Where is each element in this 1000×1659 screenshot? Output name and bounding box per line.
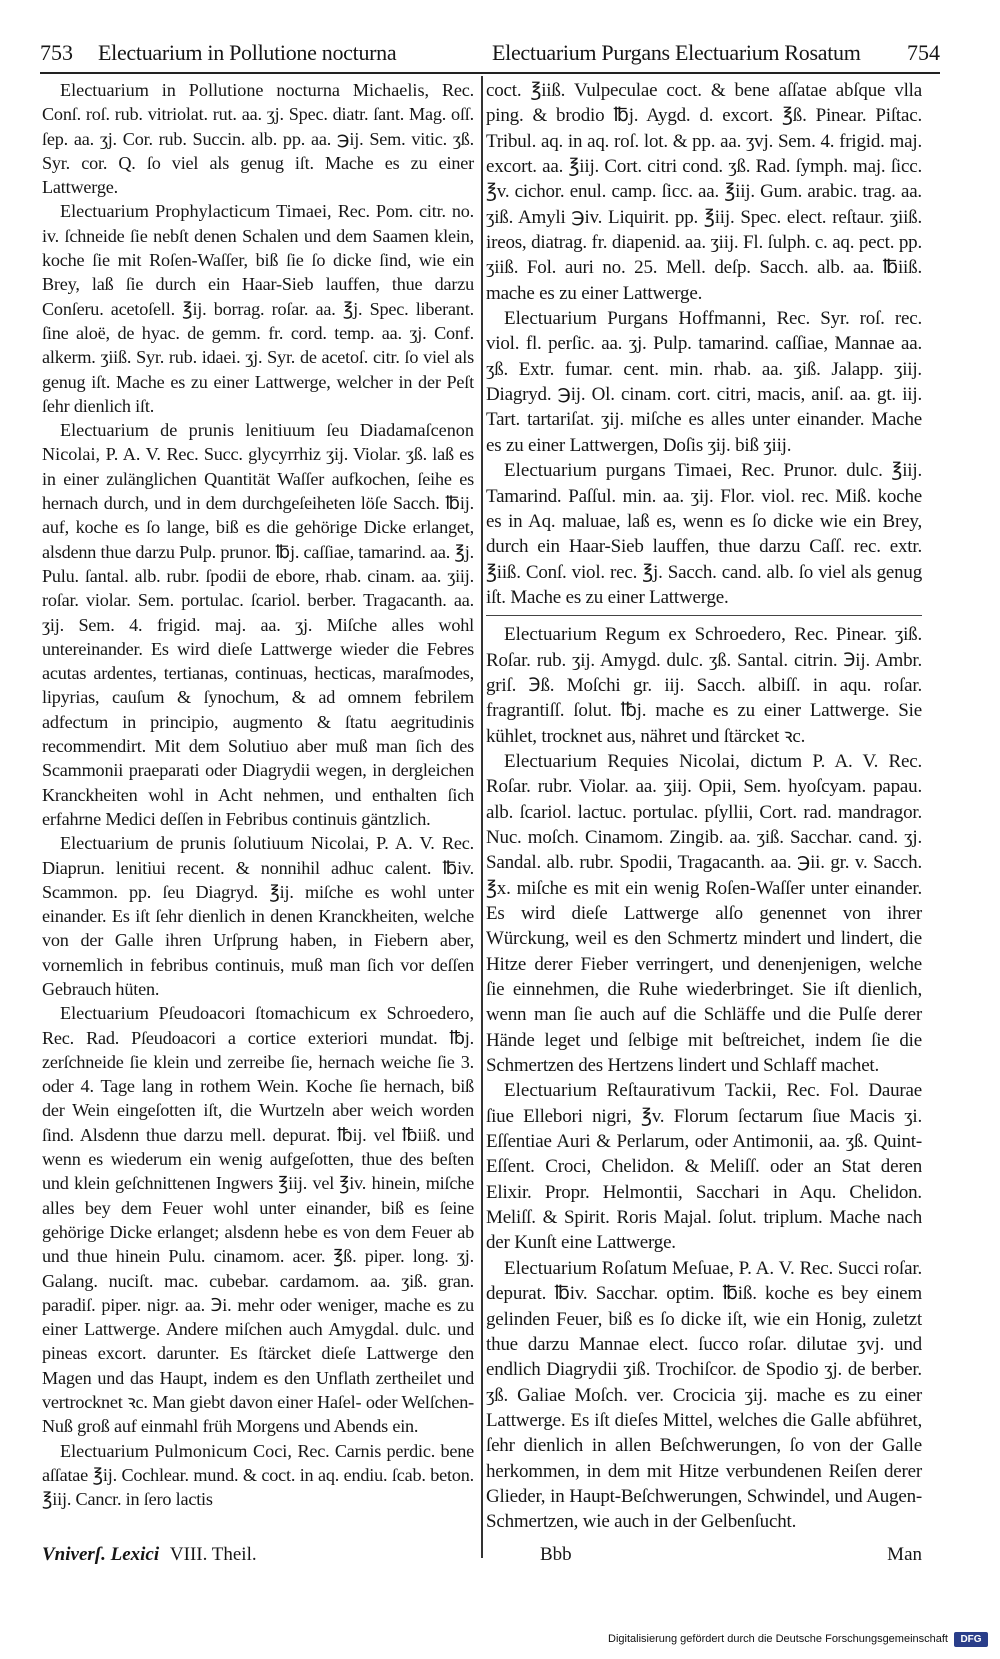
entry-body: Rec. Succ. glycyrrhiz ʒij. Violar. ʒß. laß es in einer zulänglichen Quantität Waſſer aufkochen, ſeihe es hernach durch, und in dem durchgeſeiheten löſe Sacch. ℔ij. auf, koche es ſo lange, biß es die gehörige Dicke erlanget, alsdenn thue darzu Pulp. prunor. ℔j. caſſiae, tamarind. aa. ℥j. Pulu. ſantal. alb. rubr. ſpodii de ebore, rhab. cinam. aa. ʒiij. roſar. violar. Sem. portulac. ſcariol. berber. Tragacanth. aa. ʒij. Sem. 4. frigid. maj. aa. ʒj. Miſche alles wohl untereinander. Es wird dieſe Lattwerge wieder die Febres acutas ardentes, tertianas, continuas, hecticas, maraſmodes, lipyrias, cauſum & ſynochum, & ad omnem febrilem adfectum in principio, augmento & ſtatu aegritudinis recommendirt. Mit dem Solutiuo aber muß man ſich des Scammonii praeparati oder Diagrydii wegen, in dergleichen Kranckheiten wohl in Acht nehmen, und enthalten ſich erfahrne Medici deſſen in Febribus continuis gäntzlich. <box>42 444 474 829</box>
left-column <box>42 78 474 1512</box>
entry-title: Electuarium de prunis ſolutiuum Nicolai, P. A. V. <box>60 833 435 854</box>
dictionary-entry <box>486 1078 922 1255</box>
entry-separator <box>486 615 922 616</box>
page-number-right: 754 <box>907 40 940 65</box>
dictionary-entry <box>42 78 474 199</box>
dictionary-entry <box>486 458 922 610</box>
catchword: Man <box>887 1544 922 1565</box>
running-title-left: Electuarium in Pollutione nocturna <box>98 40 397 65</box>
entry-body: Rec. Prunor. dulc. ℥iij. Tamarind. Paſſul. min. aa. ʒij. Flor. viol. rec. Miß. koche es in Aq. maluae, laß es, wenn es ſo dicke wie ein Brey, durch ein Haar-Sieb lauffen, thue darzu Caſſ. rec. extr. ℥iiß. Conſ. viol. rec. ℥j. Sacch. cand. alb. ſo viel als genug iſt. Mache es zu einer Lattwerge. <box>486 460 922 608</box>
dictionary-entry <box>486 306 922 458</box>
signature-mark: Bbb <box>540 1544 572 1565</box>
right-column <box>486 78 922 1535</box>
entry-title: Electuarium Regum ex Schroedero, <box>504 624 786 646</box>
dictionary-entry <box>486 1256 922 1535</box>
dfg-logo: DFG <box>954 1632 988 1647</box>
entry-title: Electuarium Roſatum Meſuae, P. A. V. <box>504 1257 795 1279</box>
page-number-left: 753 <box>40 40 73 65</box>
entry-title: Electuarium Purgans Hoffmanni, <box>504 308 767 330</box>
entry-title: Electuarium Requies Nicolai, <box>504 750 740 772</box>
entry-title: Electuarium Prophylacticum Timaei, <box>60 201 332 222</box>
signature-line <box>42 1544 474 1566</box>
entry-body: Rec. Pinear. ʒiß. Roſar. rub. ʒij. Amygd. dulc. ʒß. Santal. citrin. ℈ij. Ambr. griſ. ℈ß. Moſchi gr. iij. Sacch. albiſſ. in aqu. roſar. fragrantiſſ. ſolut. ℔j. mache es zu einer Lattwerge. Sie kühlet, trocknet aus, nähret und ſtärcket ꝛc. <box>486 624 922 747</box>
entry-body: coct. ℥iiß. Vulpeculae coct. & bene aſſatae abſque vlla ping. & brodio ℔j. Aygd. d. excort. ℥ß. Pinear. Piſtac. Tribul. aq. in aq. roſ. lot. & pp. aa. ʒvj. Sem. 4. frigid. maj. excort. aa. ℥iij. Cort. citri cond. ʒß. Rad. ſymph. maj. ſicc. ℥v. cichor. enul. camp. ſicc. aa. ℥iij. Gum. arabic. trag. aa. ʒiß. Amyli ℈iv. Liquirit. pp. ℥iij. Spec. elect. reſtaur. ʒiiß. ireos, diatrag. fr. diapenid. aa. ʒiij. Fl. ſulph. c. aq. pect. pp. ʒiiß. Fol. auri no. 25. Mell. deſp. Sacch. alb. aa. ℔iiß. mache es zu einer Lattwerge. <box>486 80 922 304</box>
dictionary-entry <box>42 1439 474 1512</box>
entry-title: Electuarium de prunis lenitiuum ſeu Diadamaſcenon Nicolai, P. A. V. <box>42 420 474 465</box>
running-header <box>40 34 940 74</box>
entry-title: Electuarium Pulmonicum Coci, <box>60 1440 292 1461</box>
running-title-right: Electuarium Purgans Electuarium Rosatum <box>492 40 861 65</box>
entry-body: Rec. Syr. roſ. rec. viol. fl. perſic. aa. ʒj. Pulp. tamarind. caſſiae, Mannae aa. ʒß. Extr. fumar. cent. min. rhab. aa. ʒiß. Jalapp. ʒiij. Diagryd. ℈ij. Ol. cinam. cort. citri, macis, aniſ. aa. gt. iij. Tart. tartariſat. ʒij. miſche es alles unter einander. Mache es zu einer Lattwergen, Doſis ʒij. biß ʒiij. <box>486 308 923 456</box>
entry-title: Electuarium in Pollutione nocturna Michaelis, <box>60 80 430 100</box>
column-divider <box>481 76 483 1558</box>
entry-body: dictum P. A. V. Rec. Roſar. rubr. Violar. aa. ʒiij. Opii, Sem. hyoſcyam. papau. alb. ſcariol. lactuc. portulac. pſyllii, Cort. rad. mandragor. Nuc. moſch. Cinamom. Zingib. aa. ʒiß. Sacchar. cand. ʒj. Sandal. alb. rubr. Spodii, Tragacanth. aa. ℈ii. gr. v. Sacch. ℥x. miſche es mit ein wenig Roſen-Waſſer unter einander. Es wird dieſe Lattwerge alſo genennet von ihrer Würckung, weil es den Schmertz mindert und lindert, die Hitze derer Fieber verringert, und denenjenigen, welche ſie einnehmen, die Ruhe wiederbringet. Sie iſt dienlich, wenn man ſie auch auf die Schläffe und die Pulſe derer Hände leget und ſelbige mit beſtreichet, indem ſie die Schmertzen des Hertzens lindert und Schlaff machet. <box>486 750 923 1077</box>
digitization-credit: Digitalisierung gefördert durch die Deutsche Forschungsgemeinschaft <box>608 1633 948 1645</box>
dictionary-entry <box>486 622 922 749</box>
entry-body: Rec. Conſ. roſ. rub. vitriolat. rut. aa. ʒj. Spec. diatr. ſant. Mag. oſſ. ſep. aa. ʒj. Cor. rub. Succin. alb. pp. aa. ℈ij. Sem. vitic. ʒß. Syr. cor. Q. ſo viel als genug iſt. Mache es zu einer Lattwerge. <box>42 80 474 198</box>
dictionary-entry <box>486 78 922 306</box>
volume-text: VIII. Theil. <box>169 1544 257 1565</box>
entry-body: Rec. Succi roſar. depurat. ℔iv. Sacchar. optim. ℔iß. koche es bey einem gelinden Feuer, biß es ſo dicke iſt, wie ein Honig, zuletzt thue darzu Mannae elect. ſucco roſar. dilutae ʒvj. und endlich Diagrydii ʒiß. Trochiſcor. de Spodio ʒj. de berber. ʒß. Galiae Moſch. ver. Crocicia ʒij. mache es zu einer Lattwerge. Es iſt dieſes Mittel, welches die Galle abführet, ſehr dienlich in allen Beſchwerungen, ſo von der Galle herkommen, in dem mit Hitze verbundenen Reiſen derer Glieder, in Haupt-Beſchwerungen, Schwindel, und Augen-Schmertzen, wie auch in der Gelbenſucht. <box>486 1257 922 1533</box>
dictionary-entry <box>42 831 474 1001</box>
entry-title: Electuarium Pſeudoacori ſtomachicum ex Schroedero, <box>60 1003 474 1024</box>
entry-body: Rec. Diaprun. lenitiui recent. & nonnihil adhuc calent. ℔iv. Scammon. pp. ſeu Diagryd. ℥ij. miſche es wohl unter einander. Es iſt ſehr dienlich in denen Kranckheiten, welche von der Galle ihren Urſprung haben, in Fiebern aber, vornemlich in febribus continuis, muß man ſich vor deſſen Gebrauch hüten. <box>42 833 475 999</box>
entry-body: Rec. Rad. Pſeudoacori a cortice exteriori mundat. ℔j. zerſchneide ſie klein und zerreibe ſie, hernach weiche ſie 3. oder 4. Tage lang in rothem Wein. Koche ſie hernach, biß der Wein eingeſotten iſt, die Wurtzeln aber weich worden ſind. Alsdenn thue darzu mell. depurat. ℔ij. vel ℔iiß. und wenn es wiederum ein wenig aufgeſotten, thue des beſten und klein geſchnittenen Ingwers ℥iij. vel ℥iv. hinein, miſche alles bey dem Feuer wohl unter einander, biß es ſeine gehörige Dicke erlanget; alsdenn hebe es von dem Feuer ab und thue hinein Pulu. cinamom. acer. ℥ß. piper. long. ʒj. Galang. nuciſt. mac. cubebar. cardamom. aa. ʒiß. gran. paradiſ. piper. nigr. aa. ℈i. mehr oder weniger, mache es zu einer Lattwerge. Andere miſchen auch Amygdal. dulc. und pineas excort. darunter. Es ſtärcket dieſe Lattwerge den Magen und das Haupt, indem es den Unflath zertheilet und vertrocknet ꝛc. Man giebt davon einer Haſel- oder Welſchen-Nuß groß auf einmahl früh Morgens und Abends ein. <box>42 1027 474 1437</box>
dictionary-entry <box>42 418 474 831</box>
entry-body: Rec. Pom. citr. no. iv. ſchneide ſie nebſt denen Schalen und dem Saamen klein, koche ſie mit Roſen-Waſſer, biß ſie ſo dicke ſind, wie ein Brey, laß ſie durch ein Haar-Sieb lauffen, thue darzu Conſeru. acetoſell. ℥ij. borrag. roſar. aa. ℥j. Spec. liberant. ſine aloë, de hyac. de gemm. fr. cord. temp. aa. ʒj. Conf. alkerm. ʒiiß. Syr. rub. idaei. ʒj. Syr. de acetoſ. citr. ſo viel als genug iſt. Mache es zu einer Lattwerge, welcher in der Peſt ſehr dienlich iſt. <box>42 201 474 416</box>
entry-body: Rec. Fol. Daurae ſiue Ellebori nigri, ℥v. Florum ſectarum ſiue Macis ʒi. Eſſentiae Auri & Perlarum, oder Antimonii, aa. ʒß. Quint-Eſſent. Croci, Chelidon. & Meliſſ. oder an Stat deren Elixir. Propr. Helmontii, Sacchari in Aqu. Chelidon. Meliſſ. & Spirit. Roris Majal. ſolut. triplum. Mache nach der Kunſt eine Lattwerge. <box>486 1080 922 1254</box>
dictionary-entry <box>42 1001 474 1438</box>
dictionary-entry <box>486 749 922 1078</box>
entry-title: Electuarium Reſtaurativum Tackii, <box>504 1080 777 1102</box>
dictionary-entry <box>42 199 474 418</box>
entry-body: Rec. Carnis perdic. bene aſſatae ℥ij. Cochlear. mund. & coct. in aq. endiu. ſcab. beton. ℥iij. Cancr. in ſero lactis <box>42 1440 474 1510</box>
entry-title: Electuarium purgans Timaei, <box>504 460 733 482</box>
signature-text: Vniverſ. Lexici <box>42 1544 160 1565</box>
